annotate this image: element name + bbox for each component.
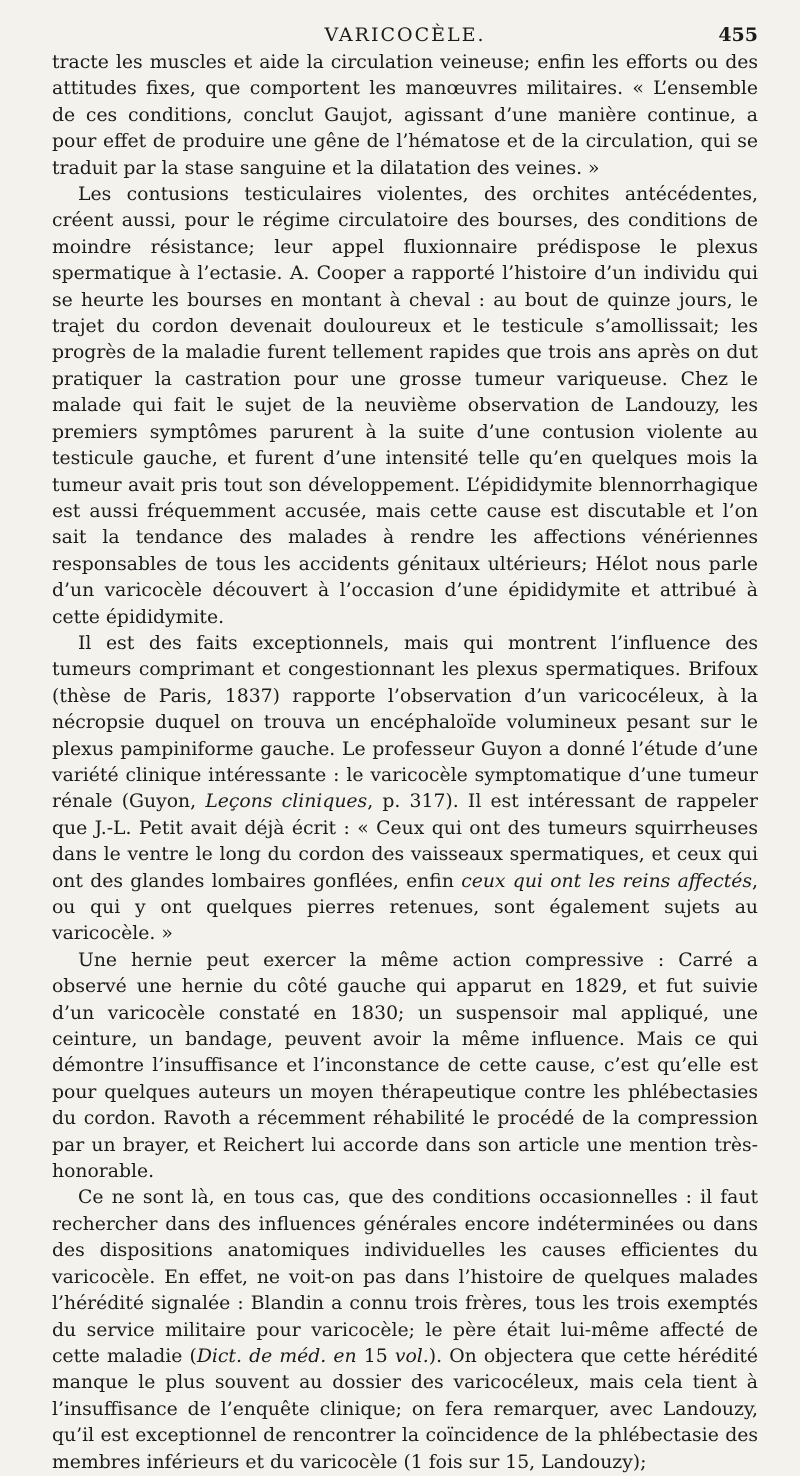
text-run: Ce ne sont là, en tous cas, que des conditions occasionnelles : il faut rechercher dans des influences générales encore indéterminées ou dans des dispositions anatomiques individuelles les causes efficientes du varicocèle. En effet, ne voit-on pas dans l’histoire de quelques malades l’hérédité signalée : Blandin a connu trois frères, tous les trois exemptés du service militaire pour varicocèle; le père était lui-même affecté de cette maladie (	[52, 1187, 758, 1367]
paragraph	[52, 948, 758, 1186]
text-run: , ou qui y ont quelques pierres retenues, sont également sujets au varicocèle. »	[52, 870, 758, 945]
page-number: 455	[718, 24, 758, 46]
italic-text: Dict. de méd. en	[196, 1345, 357, 1367]
text-run: Les contusions testiculaires violentes, des orchites antécédentes, créent aussi, pour le régime circulatoire des bourses, des conditions de moindre résistance; leur appel fluxionnaire prédispose le plexus spermatique à l’ectasie. A. Cooper a rapporté l’histoire d’un individu qui se heurte les bourses en montant à cheval : au bout de quinze jours, le trajet du cordon devenait douloureux et le testicule s’amollissait; les progrès de la maladie furent tellement rapides que trois ans après on dut pratiquer la castration pour une grosse tumeur variqueuse. Chez le malade qui fait le sujet de la neuvième observation de Landouzy, les premiers symptômes parurent à la suite d’une contusion violente au testicule gauche, et furent d’une intensité telle qu’en quelques mois la tumeur avait pris tout son développement. L’épididymite blennorrhagique est aussi fréquemment accusée, mais cette cause est discutable et l’on sait la tendance des malades à rendre les affections vénériennes responsables de tous les accidents génitaux ultérieurs; Hélot nous parle d’un varicocèle découvert à l’occasion d’une épididymite et attribué à cette épididymite.	[52, 184, 758, 628]
paragraph	[52, 182, 758, 631]
body-text	[52, 50, 758, 1476]
italic-text: ceux qui ont les reins affectés	[461, 870, 753, 892]
running-title: VARICOCÈLE.	[324, 24, 486, 46]
text-run: 15	[356, 1345, 395, 1367]
text-run: ). On objectera que cette hérédité manque le plus souvent au dossier des varicocéleux, mais cela tient à l’insuffisance de l’enquête clinique; on fera remarquer, avec Landouzy, qu’il est exceptionnel de rencontrer la coïncidence de la phlébectasie des membres inférieurs et du varicocèle (1 fois sur 15, Landouzy);	[52, 1345, 758, 1473]
paragraph	[52, 1185, 758, 1475]
italic-text: vol.	[394, 1345, 429, 1367]
text-run: , p. 317). Il est intéressant de rappeler que J.-L. Petit avait déjà écrit : « Ceux qui ont des tumeurs squirrheuses dans le ventre le long du cordon des vaisseaux spermatiques, et ceux qui ont des glandes lombaires gonflées, enfin	[52, 791, 758, 892]
text-run: Une hernie peut exercer la même action compressive : Carré a observé une hernie du côté gauche qui apparut en 1829, et fut suivie d’un varicocèle constaté en 1830; un suspensoir mal appliqué, une ceinture, un bandage, peuvent avoir la même influence. Mais ce qui démontre l’insuffisance et l’inconstance de cette cause, c’est qu’elle est pour quelques auteurs un moyen thérapeutique contre les phlébectasies du cordon. Ravoth a récemment réhabilité le procédé de la compression par un brayer, et Reichert lui accorde dans son article une mention très-honorable.	[52, 949, 758, 1183]
italic-text: Leçons cliniques	[205, 791, 368, 813]
text-run: tracte les muscles et aide la circulation veineuse; enfin les efforts ou des attitudes fixes, que comportent les manœuvres militaires. « L’ensemble de ces conditions, conclut Gaujot, agissant d’une manière continue, a pour effet de produire une gêne de l’hématose et de la circulation, qui se traduit par la stase sanguine et la dilatation des veines. »	[52, 52, 758, 179]
paragraph	[52, 631, 758, 948]
text-run: Il est des faits exceptionnels, mais qui montrent l’influence des tumeurs comprimant et congestionnant les plexus spermatiques. Brifoux (thèse de Paris, 1837) rapporte l’observation d’un varicocéleux, à la nécropsie duquel on trouva un encéphaloïde volumineux pesant sur le plexus pampiniforme gauche. Le professeur Guyon a donné l’étude d’une variété clinique intéressante : le varicocèle symptomatique d’une tumeur rénale (Guyon,	[52, 632, 758, 813]
page-header	[52, 16, 758, 50]
paragraph	[52, 50, 758, 182]
